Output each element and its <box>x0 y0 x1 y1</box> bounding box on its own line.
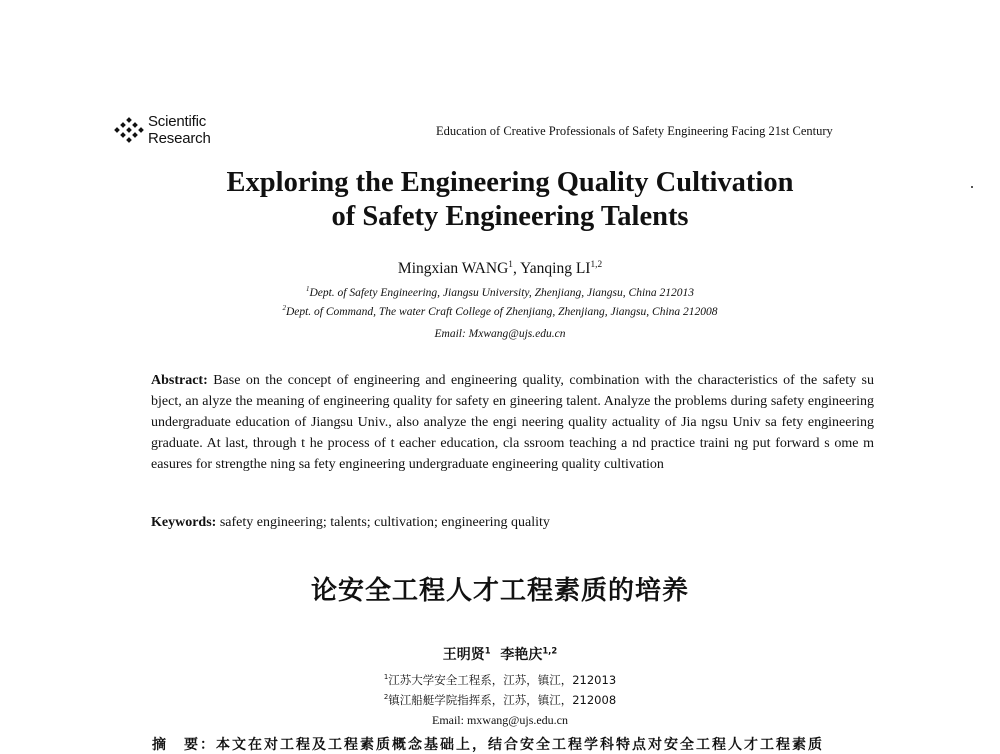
abstract-label: Abstract: <box>151 373 208 388</box>
title-line1: Exploring the Engineering Quality Cultivation <box>226 167 794 198</box>
chinese-affiliation-2-mark: 2 <box>383 693 389 702</box>
abstract-text: Base on the concept of engineering and engineering quality, combination with the characteristics of the safety su bject, an alyze the meaning of engineering quality for safety en gineering talent. Analyze the problems during safety engineering undergraduate education of Jiangsu Univ., also analyze the engi neering quality actuality of Jia ngsu Univ sa fety engineering graduate. At last, through t he process of t eacher education, cla ssroom teaching a nd practice traini ng put forward s ome m easures for strengthe ning sa fety engineering undergraduate engineering quality cultivation <box>151 373 874 472</box>
affiliation-2 <box>0 306 1000 318</box>
chinese-author-1-mark: 1 <box>484 645 491 656</box>
chinese-affiliation-1-text: 江苏大学安全工程系，江苏，镇江，212013 <box>388 673 617 687</box>
keywords <box>151 515 874 531</box>
author-2: Yanqing LI <box>520 260 591 277</box>
author-separator: , <box>512 260 521 277</box>
chinese-author-1: 王明贤 <box>442 647 485 663</box>
chinese-author-list <box>0 644 1000 664</box>
chinese-author-2-mark: 1,2 <box>542 645 558 656</box>
author-1: Mingxian WANG <box>397 260 509 277</box>
author-email: Email: Mxwang@ujs.edu.cn <box>434 328 566 340</box>
affiliation-1 <box>0 287 1000 299</box>
chinese-affiliation-1 <box>0 672 1000 688</box>
author-list <box>0 260 1000 278</box>
abstract <box>151 370 874 475</box>
title-line2: of Safety Engineering Talents <box>331 201 689 232</box>
chinese-author-email: Email: mxwang@ujs.edu.cn <box>431 713 569 727</box>
author-1-affiliation-mark: 1 <box>508 259 513 270</box>
publisher-line1: Scientific <box>148 113 207 130</box>
scientific-research-logo-icon <box>113 115 145 147</box>
publisher-line2: Research <box>148 130 211 147</box>
paper-title <box>150 166 870 234</box>
chinese-affiliation-2 <box>0 692 1000 708</box>
chinese-title: 论安全工程人才工程素质的培养 <box>310 576 689 606</box>
affiliation-2-mark: 2 <box>282 305 286 313</box>
keywords-label: Keywords: <box>151 515 217 530</box>
affiliation-1-mark: 1 <box>305 286 310 294</box>
keywords-text: safety engineering; talents; cultivation; engineering quality <box>219 515 550 530</box>
chinese-affiliation-2-text: 镇江船艇学院指挥系，江苏，镇江，212008 <box>388 693 617 707</box>
publisher-logo <box>113 112 223 150</box>
affiliation-2-text: Dept. of Command, The water Craft College of Zhenjiang, Zhenjiang, Jiangsu, China 212008 <box>285 306 718 318</box>
scan-speck <box>971 186 973 188</box>
chinese-affiliation-1-mark: 1 <box>383 673 389 682</box>
author-2-affiliation-mark: 1,2 <box>590 259 603 270</box>
publisher-name <box>148 113 211 147</box>
chinese-author-2: 李艳庆 <box>500 647 543 663</box>
running-head: Education of Creative Professionals of Safety Engineering Facing 21st Century <box>436 124 833 138</box>
affiliation-1-text: Dept. of Safety Engineering, Jiangsu University, Zhenjiang, Jiangsu, China 212013 <box>309 287 695 299</box>
chinese-abstract-partial-line: 摘 要：本文在对工程及工程素质概念基础上，结合安全工程学科特点对安全工程人才工程素质 <box>152 737 824 753</box>
